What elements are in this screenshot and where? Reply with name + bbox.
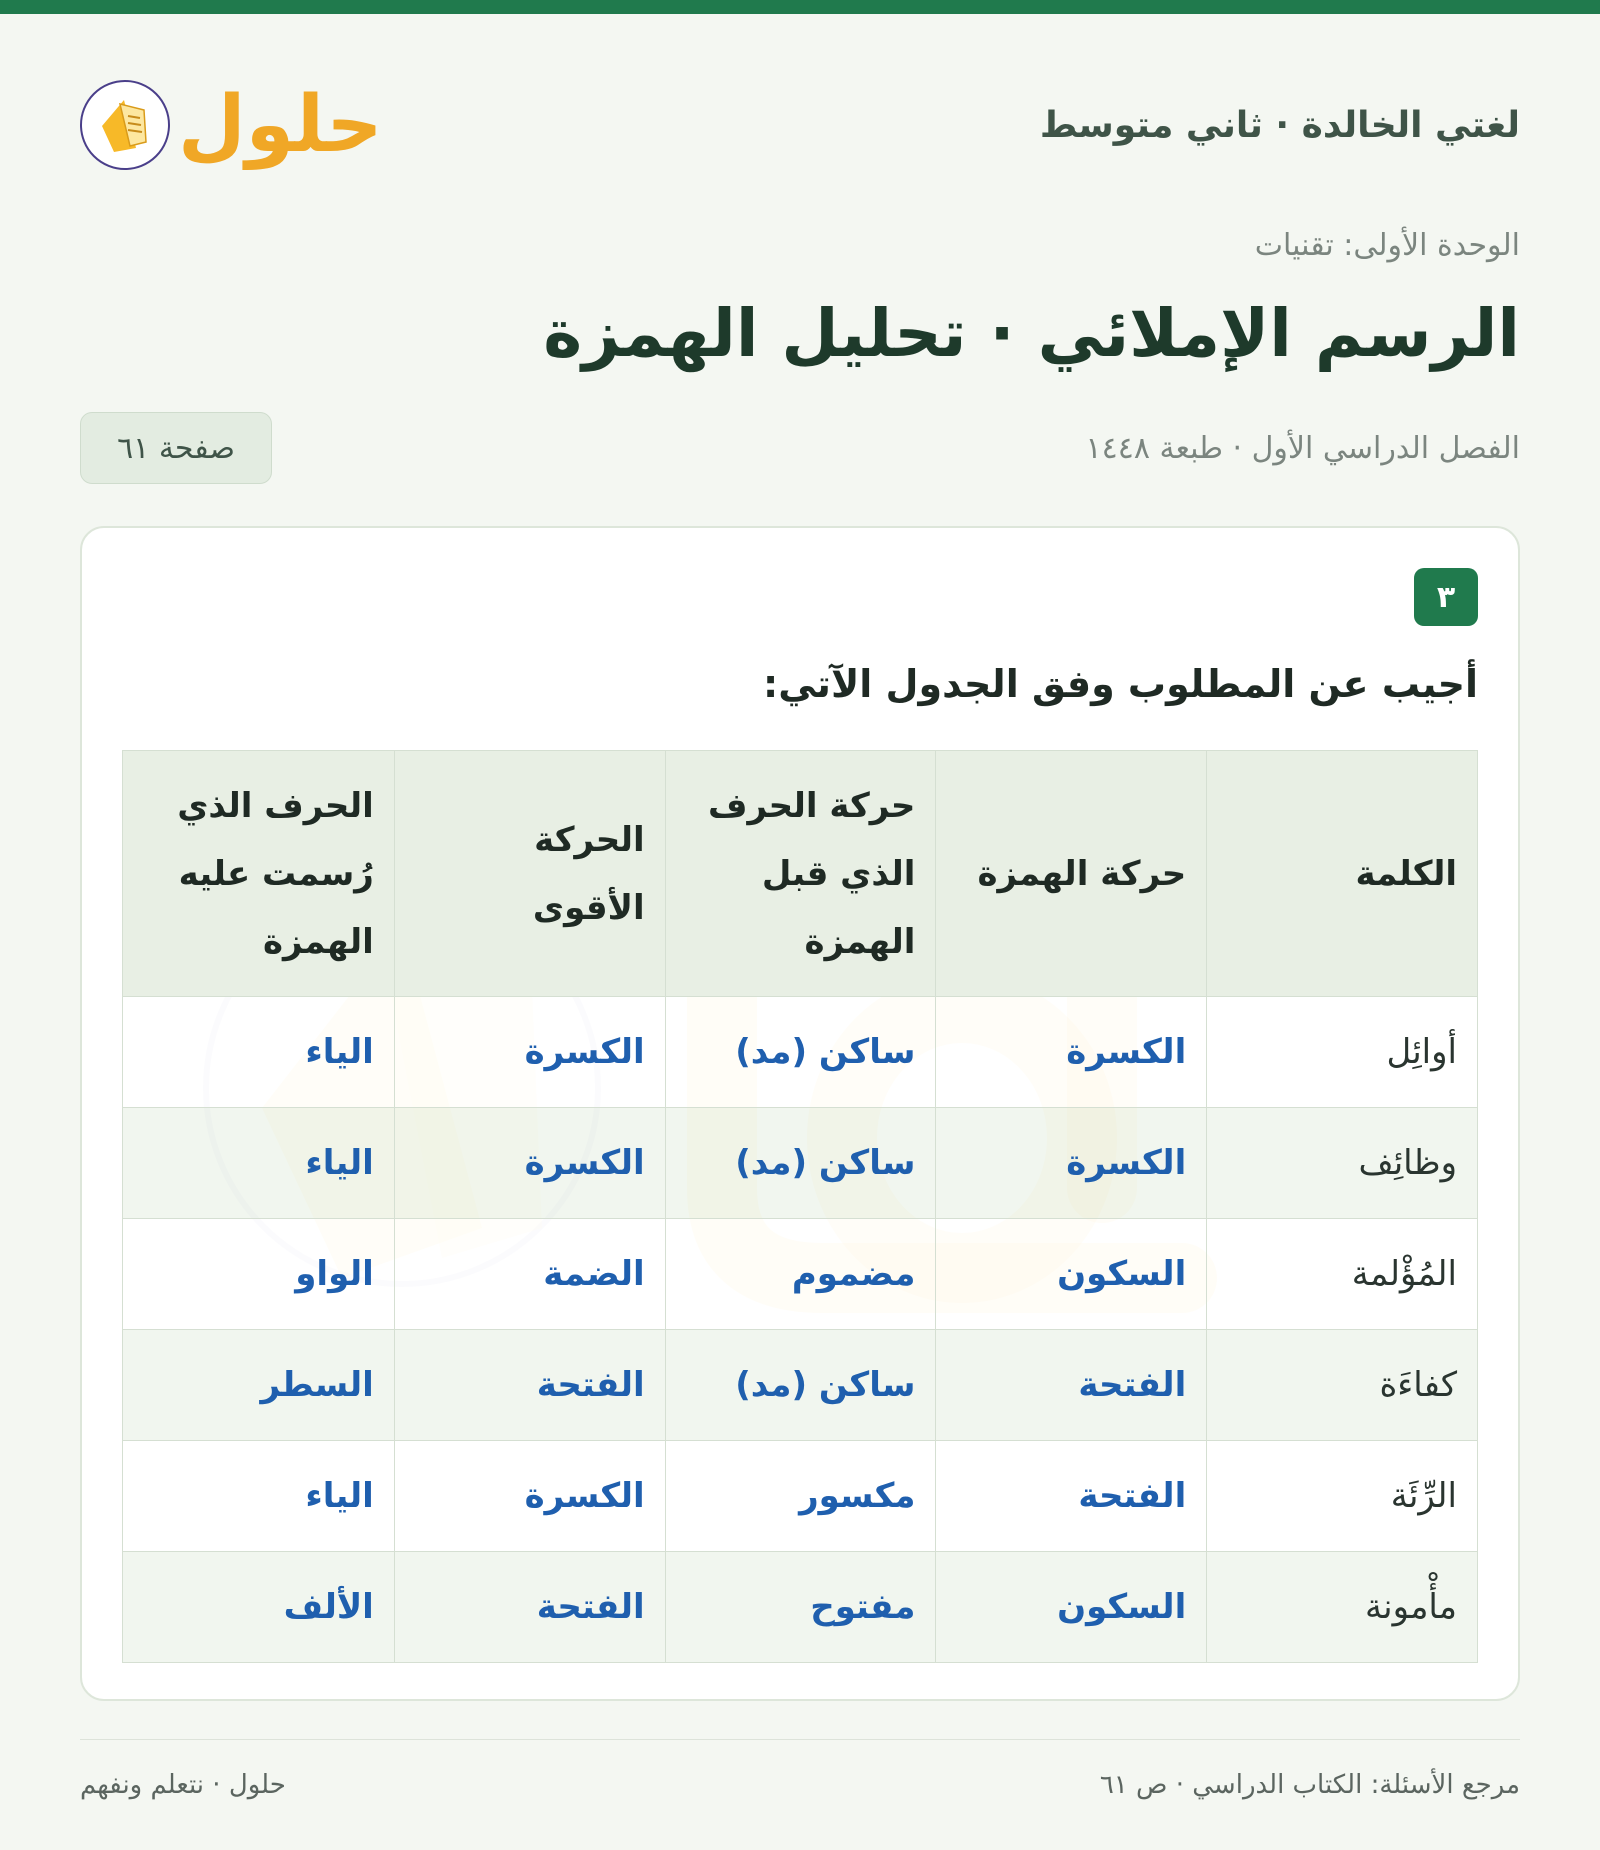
table-header-row	[123, 751, 1478, 997]
cell-preceding-vowel: مفتوح	[665, 1552, 936, 1663]
question-card	[80, 526, 1520, 1701]
cell-word: وظائِف	[1207, 1108, 1478, 1219]
logo[interactable]	[80, 80, 383, 170]
cell-strongest-vowel: الفتحة	[394, 1552, 665, 1663]
answers-table	[122, 750, 1478, 1663]
footer-reference: مرجع الأسئلة: الكتاب الدراسي · ص ٦١	[1099, 1770, 1520, 1800]
book-title: لغتي الخالدة · ثاني متوسط	[1039, 104, 1520, 146]
top-accent-bar	[0, 0, 1600, 14]
footer	[80, 1770, 1520, 1800]
cell-hamza-vowel: الفتحة	[936, 1330, 1207, 1441]
cell-word: أوائِل	[1207, 997, 1478, 1108]
column-header-preceding-vowel: حركة الحرف الذي قبل الهمزة	[665, 751, 936, 997]
table-row	[123, 1552, 1478, 1663]
page-title: الرسم الإملائي · تحليل الهمزة	[543, 295, 1520, 372]
cell-preceding-vowel: مضموم	[665, 1219, 936, 1330]
cell-seat-letter: الياء	[123, 1108, 395, 1219]
cell-hamza-vowel: الفتحة	[936, 1441, 1207, 1552]
page-number-badge: صفحة ٦١	[80, 412, 272, 484]
cell-seat-letter: الياء	[123, 997, 395, 1108]
cell-preceding-vowel: ساكن (مد)	[665, 1330, 936, 1441]
cell-seat-letter: الياء	[123, 1441, 395, 1552]
book-logo-icon	[80, 80, 170, 170]
cell-seat-letter: الألف	[123, 1552, 395, 1663]
cell-strongest-vowel: الكسرة	[394, 1108, 665, 1219]
cell-preceding-vowel: ساكن (مد)	[665, 997, 936, 1108]
question-number-badge: ٣	[1414, 568, 1478, 626]
cell-hamza-vowel: الكسرة	[936, 1108, 1207, 1219]
cell-preceding-vowel: ساكن (مد)	[665, 1108, 936, 1219]
logo-wordmark: حلول	[178, 80, 383, 170]
column-header-word: الكلمة	[1207, 751, 1478, 997]
cell-seat-letter: السطر	[123, 1330, 395, 1441]
meta-row	[80, 412, 1520, 484]
cell-strongest-vowel: الكسرة	[394, 1441, 665, 1552]
cell-strongest-vowel: الفتحة	[394, 1330, 665, 1441]
cell-word: كفاءَة	[1207, 1330, 1478, 1441]
column-header-seat-letter: الحرف الذي رُسمت عليه الهمزة	[123, 751, 395, 997]
column-header-strongest-vowel: الحركة الأقوى	[394, 751, 665, 997]
unit-label: الوحدة الأولى: تقنيات	[1254, 228, 1520, 263]
column-header-hamza-vowel: حركة الهمزة	[936, 751, 1207, 997]
cell-strongest-vowel: الكسرة	[394, 997, 665, 1108]
table-row	[123, 997, 1478, 1108]
table-row	[123, 1441, 1478, 1552]
cell-seat-letter: الواو	[123, 1219, 395, 1330]
header	[80, 60, 1520, 190]
semester-label: الفصل الدراسي الأول · طبعة ١٤٤٨	[1085, 430, 1520, 466]
cell-hamza-vowel: السكون	[936, 1219, 1207, 1330]
cell-preceding-vowel: مكسور	[665, 1441, 936, 1552]
cell-word: مأْمونة	[1207, 1552, 1478, 1663]
table-row	[123, 1108, 1478, 1219]
cell-strongest-vowel: الضمة	[394, 1219, 665, 1330]
cell-word: المُؤْلمة	[1207, 1219, 1478, 1330]
cell-hamza-vowel: الكسرة	[936, 997, 1207, 1108]
footer-slogan: حلول · نتعلم ونفهم	[80, 1770, 286, 1800]
footer-divider	[80, 1739, 1520, 1740]
cell-word: الرِّئَة	[1207, 1441, 1478, 1552]
question-text: أجيب عن المطلوب وفق الجدول الآتي:	[763, 662, 1478, 706]
table-row	[123, 1330, 1478, 1441]
table-row	[123, 1219, 1478, 1330]
cell-hamza-vowel: السكون	[936, 1552, 1207, 1663]
